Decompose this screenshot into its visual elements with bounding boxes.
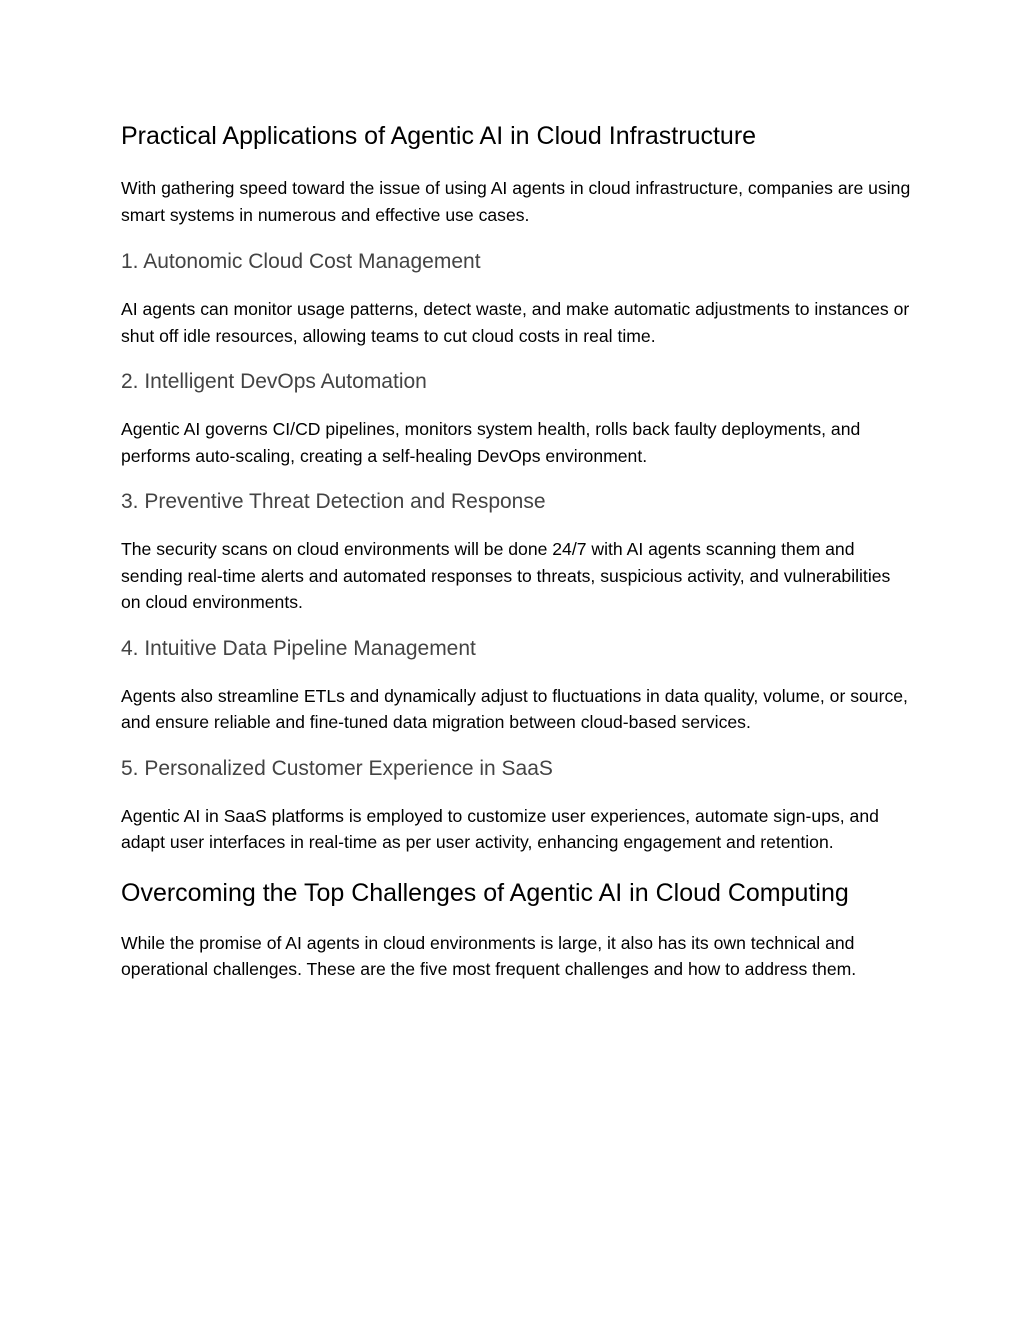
intro-paragraph-applications: With gathering speed toward the issue of using AI agents in cloud infrastructure, companies are using smart systems in numerous and effective use cases. [121,178,911,225]
subheading-data-pipeline: 4. Intuitive Data Pipeline Management [121,636,476,660]
paragraph-data-pipeline: Agents also streamline ETLs and dynamically adjust to fluctuations in data quality, volume, or source, and ensure reliable and fine-tuned data migration between cloud-based services. [121,685,908,732]
paragraph-threat-detection: The security scans on cloud environments will be done 24/7 with AI agents scanning them and sending real-time alerts and automated responses to threats, suspicious activity, and vulnerabilities on cloud environments. [121,539,891,612]
subheading-customer-experience: 5. Personalized Customer Experience in SaaS [121,756,553,780]
paragraph-cost-management: AI agents can monitor usage patterns, detect waste, and make automatic adjustments to instances or shut off idle resources, allowing teams to cut cloud costs in real time. [121,299,910,346]
section-heading-challenges: Overcoming the Top Challenges of Agentic AI in Cloud Computing [121,878,849,907]
section-heading-applications: Practical Applications of Agentic AI in Cloud Infrastructure [121,122,757,150]
document-page [121,118,911,983]
subheading-cost-management: 1. Autonomic Cloud Cost Management [121,250,481,273]
intro-paragraph-challenges: While the promise of AI agents in cloud environments is large, it also has its own technical and operational challenges. These are the five most frequent challenges and how to address them. [121,932,857,979]
paragraph-customer-experience: Agentic AI in SaaS platforms is employed to customize user experiences, automate sign-ups, and adapt user interfaces in real-time as per user activity, enhancing engagement and retention. [121,805,879,852]
paragraph-devops-automation: Agentic AI governs CI/CD pipelines, monitors system health, rolls back faulty deployments, and performs auto-scaling, creating a self-healing DevOps environment. [121,419,861,466]
subheading-threat-detection: 3. Preventive Threat Detection and Response [121,490,546,513]
subheading-devops-automation: 2. Intelligent DevOps Automation [121,370,427,393]
